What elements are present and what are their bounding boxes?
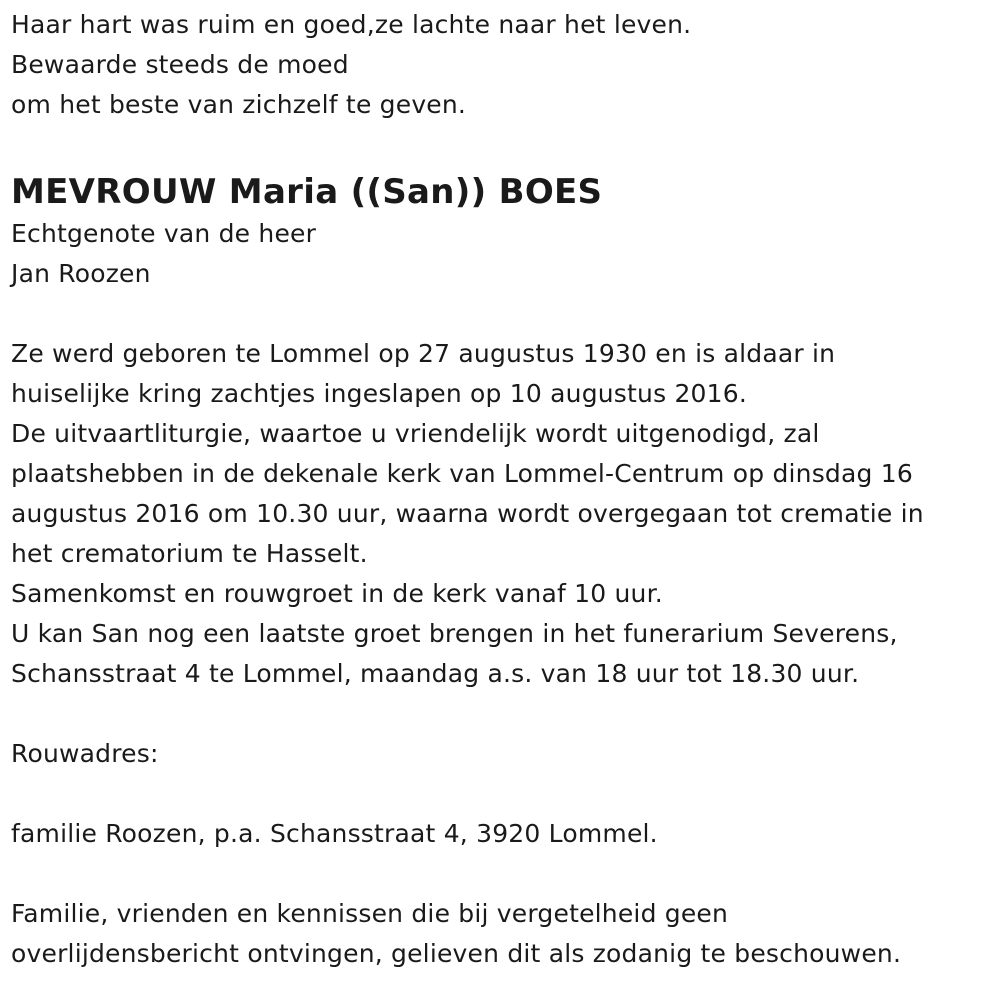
spacer <box>11 854 986 894</box>
spacer <box>11 774 986 814</box>
closing-line: overlijdensbericht ontvingen, gelieven dit als zodanig te beschouwen. <box>11 939 902 968</box>
closing-line: Familie, vrienden en kennissen die bij vergetelheid geen <box>11 899 729 928</box>
announcement-line: Schansstraat 4 te Lommel, maandag a.s. van 18 uur tot 18.30 uur. <box>11 659 860 688</box>
spacer <box>11 294 986 334</box>
spouse-info <box>11 214 986 294</box>
announcement-line: Ze werd geboren te Lommel op 27 augustus 1930 en is aldaar in <box>11 339 836 368</box>
announcement-line: huiselijke kring zachtjes ingeslapen op 10 augustus 2016. <box>11 379 748 408</box>
poem-line: Bewaarde steeds de moed <box>11 50 349 79</box>
announcement-body <box>11 334 986 694</box>
announcement-line: plaatshebben in de dekenale kerk van Lommel-Centrum op dinsdag 16 <box>11 459 913 488</box>
poem-line: Haar hart was ruim en goed,ze lachte naar het leven. <box>11 10 692 39</box>
poem-line: om het beste van zichzelf te geven. <box>11 90 467 119</box>
announcement-line: De uitvaartliturgie, waartoe u vriendelijk wordt uitgenodigd, zal <box>11 419 820 448</box>
spouse-line: Echtgenote van de heer <box>11 219 317 248</box>
announcement-line: Samenkomst en rouwgroet in de kerk vanaf 10 uur. <box>11 579 663 608</box>
announcement-line: U kan San nog een laatste groet brengen in het funerarium Severens, <box>11 619 898 648</box>
obituary-document <box>11 0 986 974</box>
announcement-line: augustus 2016 om 10.30 uur, waarna wordt overgegaan tot crematie in <box>11 499 924 528</box>
mourning-address: familie Roozen, p.a. Schansstraat 4, 3920 Lommel. <box>11 819 658 848</box>
closing-note <box>11 894 986 974</box>
memorial-poem <box>11 5 986 125</box>
announcement-line: het crematorium te Hasselt. <box>11 539 368 568</box>
deceased-name-heading: MEVROUW Maria ((San)) BOES <box>11 172 603 212</box>
spacer <box>11 694 986 734</box>
spouse-line: Jan Roozen <box>11 259 151 288</box>
mourning-address-label: Rouwadres: <box>11 739 159 768</box>
